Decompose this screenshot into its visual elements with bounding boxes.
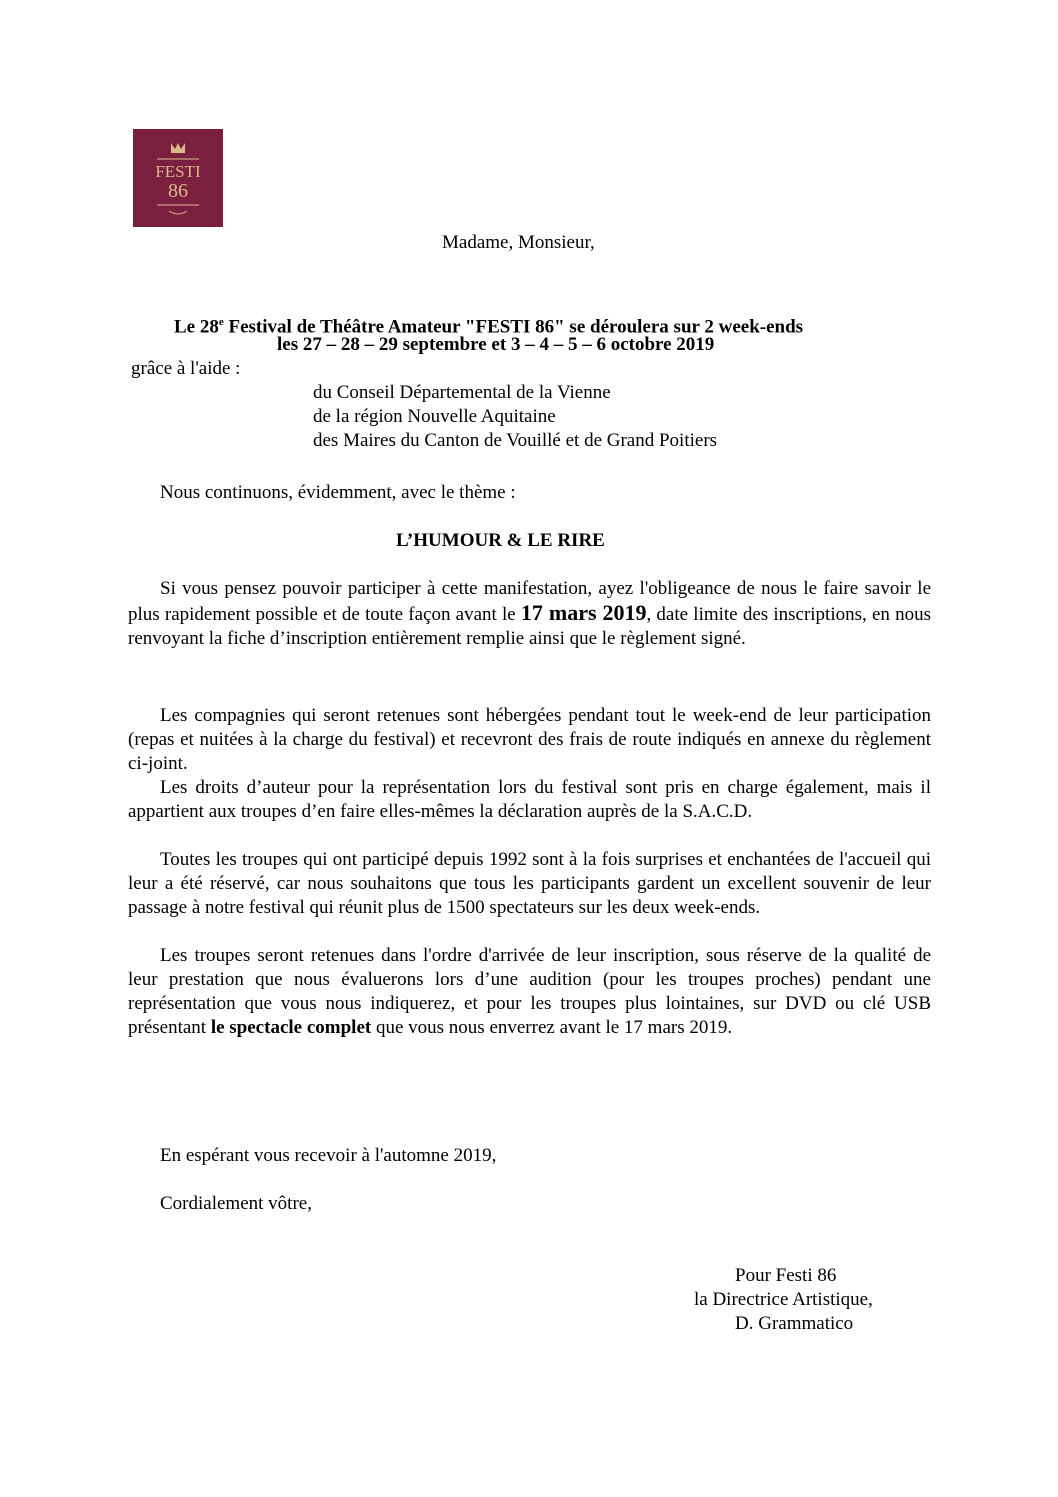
- sponsor-item: de la région Nouvelle Aquitaine: [313, 406, 556, 427]
- logo-text-86: 86: [168, 180, 188, 202]
- logo-text-festi: FESTI: [155, 162, 201, 181]
- signature-line: Pour Festi 86: [735, 1265, 837, 1286]
- thanks-intro: grâce à l'aide :: [131, 358, 241, 379]
- para1-before: Si vous pensez pouvoir participer à cette manifestation, ayez l'obligeance de nous le faire savoir le plus rapidement possible et de toute façon avant le: [128, 578, 931, 625]
- para5-bold: le spectacle complet: [210, 1017, 372, 1038]
- paragraph-history: Toutes les troupes qui ont participé depuis 1992 sont à la fois surprises et enchantées de l'accueil qui leur a été réservé, car nous souhaitons que tous les participants gardent un excellent souvenir de leur passage à notre festival qui réunit plus de 1500 spectateurs sur les deux week-ends.: [128, 849, 931, 918]
- deadline-date: 17 mars 2019: [520, 600, 647, 625]
- headline-line2: les 27 – 28 – 29 septembre et 3 – 4 – 5 – 6 octobre 2019: [277, 334, 715, 355]
- signature-name: D. Grammatico: [735, 1313, 854, 1334]
- theme-title: L’HUMOUR & LE RIRE: [396, 530, 605, 551]
- headline-post: Festival de Théâtre Amateur "FESTI 86" se déroulera sur 2 week-ends: [223, 316, 804, 338]
- headline-sup: e: [218, 316, 224, 328]
- paragraph-selection: [128, 944, 931, 1040]
- paragraph-deadline: [128, 577, 931, 651]
- closing-wish: En espérant vous recevoir à l'automne 2019,: [160, 1145, 497, 1166]
- theme-intro: Nous continuons, évidemment, avec le thème :: [160, 482, 516, 503]
- paragraph-rights: Les droits d’auteur pour la représentation lors du festival sont pris en charge également, mais il appartient aux troupes d’en faire elles-mêmes la déclaration auprès de la S.A.C.D.: [128, 777, 931, 822]
- salutation: Madame, Monsieur,: [442, 232, 595, 253]
- sponsor-item: du Conseil Départemental de la Vienne: [313, 382, 611, 403]
- para5-after: que vous nous enverrez avant le 17 mars 2019.: [371, 1017, 733, 1038]
- signature-line: la Directrice Artistique,: [694, 1289, 873, 1310]
- headline-pre: Le 28: [174, 316, 219, 338]
- paragraph-hosting: Les compagnies qui seront retenues sont hébergées pendant tout le week-end de leur participation (repas et nuitées à la charge du festival) et recevront des frais de route indiqués en annexe du règlement ci-joint.: [128, 705, 931, 774]
- sponsor-item: des Maires du Canton de Vouillé et de Grand Poitiers: [313, 430, 718, 451]
- festi86-logo: [133, 129, 223, 227]
- closing-regards: Cordialement vôtre,: [160, 1193, 312, 1214]
- para1-after: , date limite des inscriptions, en nous renvoyant la fiche d’inscription entièrement remplie ainsi que le règlement signé.: [128, 604, 931, 649]
- para5-before: Les troupes seront retenues dans l'ordre d'arrivée de leur inscription, sous réserve de la qualité de leur prestation que nous évaluerons lors d’une audition (pour les troupes proches) pendant une représentation que vous nous indiquerez, et pour les troupes plus lointaines, sur DVD ou clé USB présentant: [128, 945, 931, 1038]
